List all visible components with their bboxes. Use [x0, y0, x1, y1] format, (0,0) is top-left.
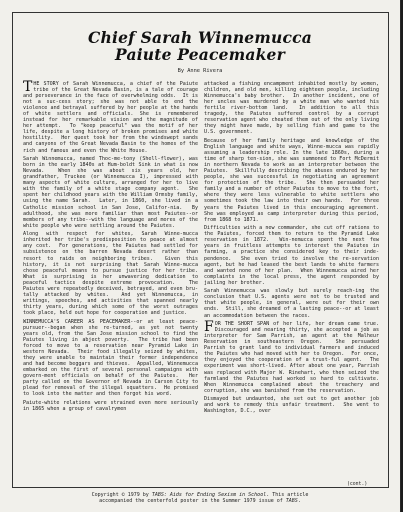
- drop-cap: F: [204, 319, 214, 336]
- paragraph-text: OR THE SHORT SPAN of her life, her dream came true. Discouraged and nearing thirty, she accepted a job as interpreter for Sam Parrish, an agent at the Malheur Reservation in southeastern Oregon. She persuaded Parrish to grant land to individual farmers and induced the Paiutes who had moved with her to Oregon. For once, they enjoyed the cooperation of a trust-ful agent. The experiment was short-lived. After about one year, Parrish was replaced with Major W. Rinehart, who then seized the farmland the Paiutes had worked so hard to cultivate. When Winnemucca complained about the treachery and corruption, she was banished from the reservation.: [204, 321, 386, 394]
- footer-line-2: [0, 498, 400, 504]
- copyright-footer: [0, 492, 400, 504]
- footer-publication: TABS: [285, 498, 298, 505]
- left-column: [23, 79, 205, 479]
- footer-text: Copyright © 1979 by: [91, 492, 152, 498]
- article-title: Chief Sarah Winnemucca: [88, 28, 312, 47]
- paragraph: Difficulties with a new commander, she cut off rations to the Paiutes, forced them to return to the Pyramid Lake reservation in 1872. Win-nemucca spent the next few years in fruitless attempts to interest the Paiutes in farming, a practice she considered key to their inde-pendence. She even tried to involve the re-servation agent, but he had leased the best lands to white farmers and wanted none of her plan. When Winnemucca aired her complaints in the local press, the agent responded by jailing her brother.: [204, 225, 383, 286]
- byline: By Anne Rivera: [177, 68, 223, 74]
- paragraph: attacked a fishing encampment inhabited mostly by women, children, and old men, killing eighteen people, including Winnemucca's baby brother. In another incident, one of her uncles was murdered by a white man who wanted his fertile river-bottom land. In addition to all this tragedy, the Paiutes suffered control by a corrupt reservation agent who cheated them out of the only living they might have made, by selling fish and game to the U.S. government.: [204, 81, 383, 136]
- drop-cap: T: [23, 79, 33, 95]
- paragraph-text: HE STORY of Sarah Winnemucca, a chief of the Paiute tribe of the Great Nevada Basin, is a tale of courage and perseverance in the face of overwhelming odds. It is not a suc-cess story; she was not able to end the violence and betrayal suffered by her people at the hands of white settlers and officials. She is remembered instead for her remarkable vision and the magnitude of her attempt. To "keep peaceful" was the motif of her life, despite a long history of broken promises and white hostility. Her quest took her from the windswept sands and canyons of the Great Nevada Basin to the homes of the rich and famous and even the White House.: [23, 81, 202, 154]
- paragraph: Sarah Winnemucca was slowly but surely reach-ing the conclusion that U.S. agents were not to be trusted and that white people, in general, were out for their own ends. Still, she dreamed of a lasting peace--or at least an accommodation between the races.: [204, 288, 383, 319]
- footer-text: accompanied the centerfold poster in the Summer 1979 issue of: [99, 498, 286, 505]
- paragraph: [204, 319, 386, 394]
- paragraph: Because of her family heritage and knowledge of the English language and white ways, Winne-mucca was rapidly assuming a leadership role. In the late 1860s, during a time of sharp ten-sion, she was summoned to Fort McDermit in northern Nevada to work as an interpreter between the Paiutes. Skillfully describing the abuses endured by her people, she was successful in negotiating an agreement for protection of the tribe. She then persuaded her family and a number of other Paiutes to move to the fort, where they were less vulnerable to white settlers who sometimes took the law into their own hands. For three years the Paiutes lived in this encouraging agreement. She was employed as camp interpreter during this period, from 1868 to 1871.: [204, 138, 386, 223]
- paragraph: Sarah Winnemucca, named Thoc-me-tony (Shell-flower), was born in the early 1840s at Hum-boldt Sink in what is now Nevada. When she was about six years old, her grandfather, Truckee (or Winnemucca I), impressed with many aspects of white culture, arranged for her to live with the family of a white stage company agent. She spent her childhood years with the William Ormsby family, using the name Sarah. Later, in 1860, she lived in a Catholic mission school in San Jose, Califor-nia. By adulthood, she was more familiar than most Paiutes--or members of any tribe--with the language and mores of the white people who were settling around the Paiutes.: [23, 156, 202, 229]
- footer-text: .: [297, 498, 301, 505]
- paragraph: Along with respect for whites, Sarah Winne-mucca inherited her tribe's predisposition to peace at almost any cost. For generations, the Paiutes had settled for subsistence on the barren Nevada desert rather than resort to raids on neighboring tribes. Given this history, it is not surprising that Sarah Winne-mucca chose peaceful means to pursue justice for her tribe. What is surprising is her unwavering dedication to peaceful tactics despite extreme provocation. The Paiutes were repeatedly deceived, betrayed, and even bru-tally attacked by whites. And yet Winnemucca, in writings, speeches, and activities that spanned nearly thirty years, during which some of the worst outrages took place, held out hope for cooperation and justice.: [23, 231, 205, 316]
- paragraph: [23, 79, 202, 154]
- paragraph: Dismayed but undaunted, she set out to get another job and work to remedy this unfair treatment. She went to Washington, D.C., over: [204, 396, 383, 415]
- article-subtitle: Paiute Peacemaker: [115, 45, 285, 64]
- footer-text: . This article: [266, 492, 309, 498]
- continued-marker: (cont.): [347, 482, 368, 487]
- paragraph: WINNEMUCCA'S CAREER AS PEACEMAKER--or at least peace-pursuer--began when she re-turned, as yet not twenty years old, from the San Jose mission school to find the Paiutes living in abject poverty. The tribe had been forced to move to a reservation near Pyramid Lake in western Nevada. Their food illegally seized by whites, they were unable to maintain their former independence and had become beggars and thieves. Appalled, Winnemucca embarked on the first of several personal campaigns with govern-ment officials on behalf of the Paiutes. Her party called on the Governor of Nevada in Carson City to plead for removal of the illegal squatters. He promised to look into the matter and then forgot his word.: [23, 318, 202, 398]
- right-column: [204, 81, 386, 479]
- paragraph: Paiute-white relations were strained even more seriously in 1865 when a group of cavalrymen: [23, 399, 202, 412]
- footer-publication: TABS: Aids for Ending Sexism in School: [151, 492, 267, 498]
